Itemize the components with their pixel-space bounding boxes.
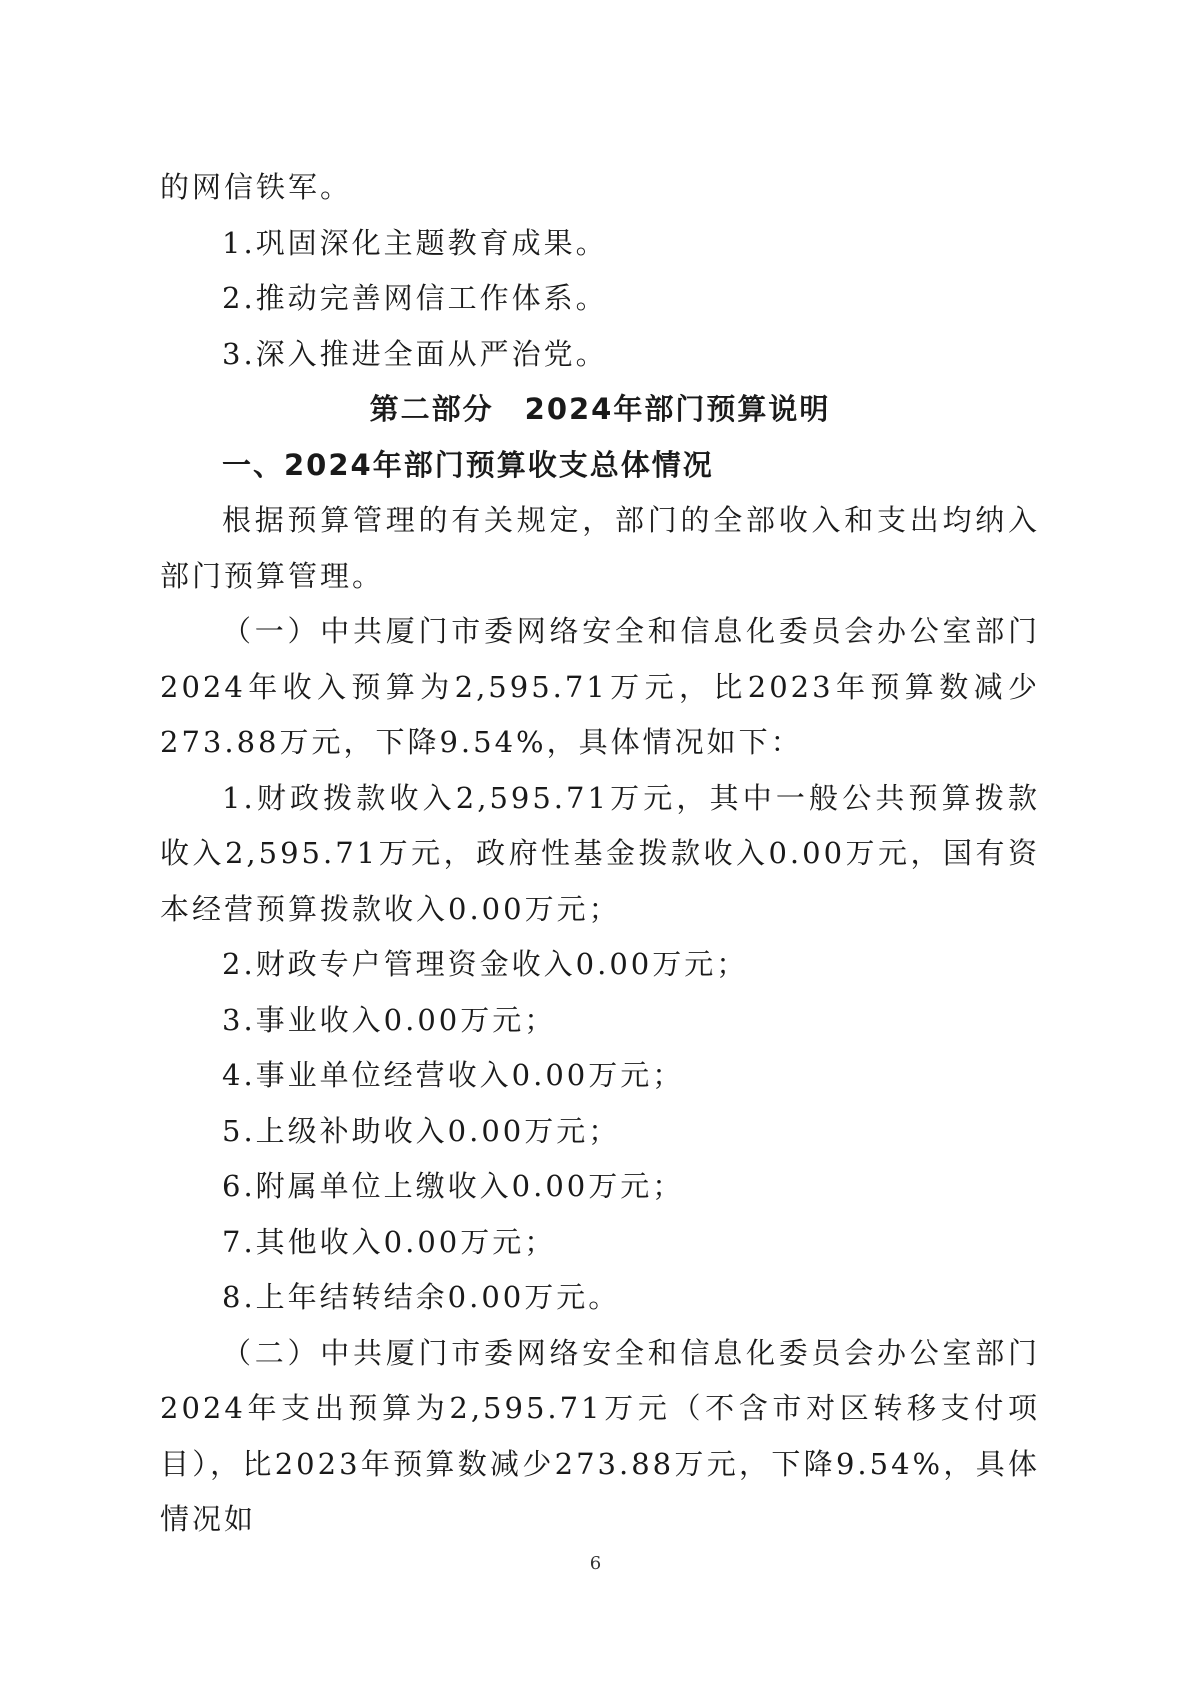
page-number: 6 [589,1553,602,1574]
income-item-5: 5.上级补助收入0.00万元； [222,1113,621,1148]
income-item-4: 4.事业单位经营收入0.00万元； [222,1058,685,1092]
income-item-6: 6.附属单位上缴收入0.00万元； [222,1169,685,1203]
income-item-2: 2.财政专户管理资金收入0.00万元； [222,947,749,981]
list-item-3: 3.深入推进全面从严治党。 [222,336,608,371]
document-body [160,160,1040,1548]
section-one-heading: 一、2024年部门预算收支总体情况 [222,447,714,482]
expense-summary-paragraph: （二）中共厦门市委网络安全和信息化委员会办公室部门2024年支出预算为2,595.71万元（不含市对区转移支付项目），比2023年预算数减少273.88万元，下降9.54%，具体情况如 [160,1335,1040,1536]
income-item-1: 1.财政拨款收入2,595.71万元，其中一般公共预算拨款收入2,595.71万元，政府性基金拨款收入0.00万元，国有资本经营预算拨款收入0.00万元； [160,780,1040,926]
continuation-paragraph: 的网信铁军。 [160,170,353,204]
income-summary-paragraph: （一）中共厦门市委网络安全和信息化委员会办公室部门2024年收入预算为2,595.71万元，比2023年预算数减少273.88万元，下降9.54%，具体情况如下： [160,614,1040,759]
intro-paragraph: 根据预算管理的有关规定，部门的全部收入和支出均纳入部门预算管理。 [160,503,1040,593]
income-item-8: 8.上年结转结余0.00万元。 [222,1280,621,1314]
list-item-1: 1.巩固深化主题教育成果。 [222,225,608,260]
list-item-2: 2.推动完善网信工作体系。 [222,281,608,315]
part-two-heading: 第二部分 2024年部门预算说明 [369,392,831,426]
income-item-3: 3.事业收入0.00万元； [222,1002,557,1037]
income-item-7: 7.其他收入0.00万元； [222,1224,557,1259]
